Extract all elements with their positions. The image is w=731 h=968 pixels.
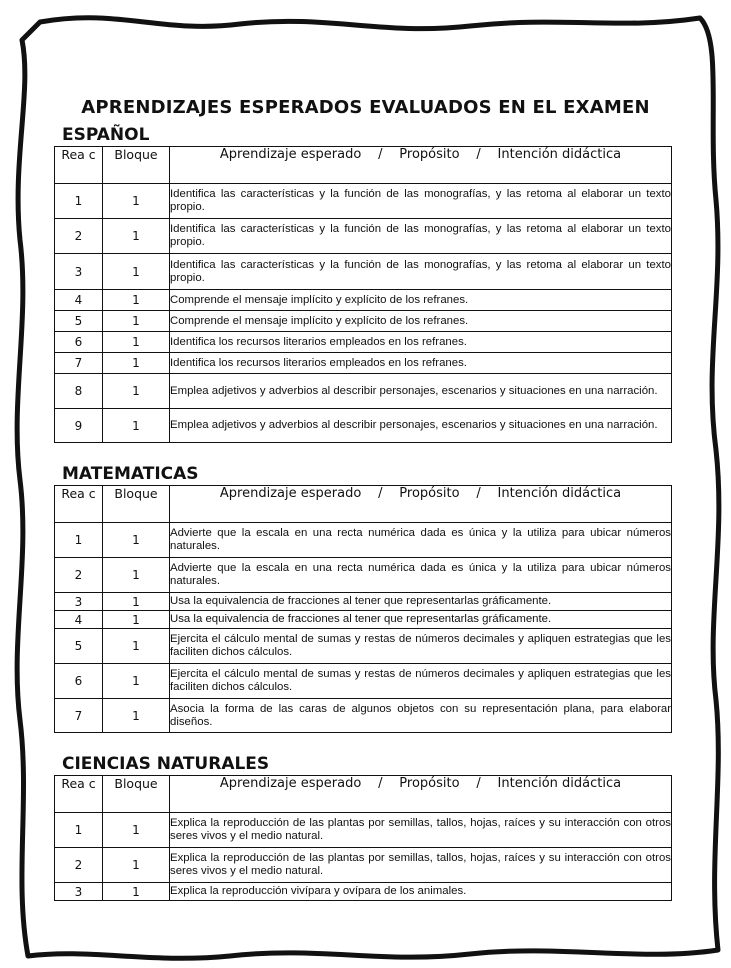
row-bloque: 1 xyxy=(103,558,170,593)
row-bloque: 1 xyxy=(103,353,170,374)
row-bloque: 1 xyxy=(103,664,170,699)
table-header-row xyxy=(55,776,672,813)
header-reac: Rea c xyxy=(55,776,103,813)
row-reac: 3 xyxy=(55,254,103,290)
row-description: Ejercita el cálculo mental de sumas y restas de números decimales y apliquen estrategias que les faciliten dichos cálculos. xyxy=(170,629,672,664)
row-bloque: 1 xyxy=(103,848,170,883)
table-row xyxy=(55,290,672,311)
row-description: Identifica las características y la función de las monografías, y las retoma al elaborar un texto propio. xyxy=(170,184,672,219)
row-description: Emplea adjetivos y adverbios al describir personajes, escenarios y situaciones en una narración. xyxy=(170,409,672,443)
row-reac: 1 xyxy=(55,184,103,219)
table-row xyxy=(55,332,672,353)
row-bloque: 1 xyxy=(103,219,170,254)
table-row xyxy=(55,699,672,733)
row-reac: 2 xyxy=(55,558,103,593)
table-espanol xyxy=(54,146,672,443)
row-bloque: 1 xyxy=(103,611,170,629)
header-intencion: Intención didáctica xyxy=(497,147,622,162)
header-intencion: Intención didáctica xyxy=(497,776,622,791)
row-reac: 2 xyxy=(55,219,103,254)
table-row xyxy=(55,311,672,332)
row-reac: 9 xyxy=(55,409,103,443)
row-bloque: 1 xyxy=(103,699,170,733)
table-row xyxy=(55,254,672,290)
row-reac: 5 xyxy=(55,629,103,664)
row-description: Explica la reproducción vivípara y ovípara de los animales. xyxy=(170,883,672,901)
row-reac: 8 xyxy=(55,374,103,409)
header-reac: Rea c xyxy=(55,486,103,523)
header-bloque: Bloque xyxy=(103,486,170,523)
row-description: Ejercita el cálculo mental de sumas y restas de números decimales y apliquen estrategias que les faciliten dichos cálculos. xyxy=(170,664,672,699)
row-bloque: 1 xyxy=(103,593,170,611)
table-row xyxy=(55,353,672,374)
row-reac: 3 xyxy=(55,883,103,901)
header-bloque: Bloque xyxy=(103,776,170,813)
row-bloque: 1 xyxy=(103,332,170,353)
table-row xyxy=(55,664,672,699)
table-row xyxy=(55,184,672,219)
row-bloque: 1 xyxy=(103,254,170,290)
row-reac: 7 xyxy=(55,699,103,733)
header-bloque: Bloque xyxy=(103,147,170,184)
row-bloque: 1 xyxy=(103,629,170,664)
table-row xyxy=(55,523,672,558)
table-header-row xyxy=(55,486,672,523)
section-title-ciencias-naturales: CIENCIAS NATURALES xyxy=(62,754,270,774)
row-bloque: 1 xyxy=(103,523,170,558)
header-aprendizaje: Aprendizaje esperado xyxy=(219,776,362,791)
table-row xyxy=(55,629,672,664)
row-reac: 4 xyxy=(55,611,103,629)
table-row xyxy=(55,883,672,901)
header-separator: / xyxy=(378,486,383,501)
row-bloque: 1 xyxy=(103,290,170,311)
header-aprendizaje: Aprendizaje esperado xyxy=(219,147,362,162)
row-reac: 5 xyxy=(55,311,103,332)
header-intencion: Intención didáctica xyxy=(497,486,622,501)
row-description: Usa la equivalencia de fracciones al tener que representarlas gráficamente. xyxy=(170,593,672,611)
row-reac: 1 xyxy=(55,523,103,558)
row-description: Identifica los recursos literarios empleados en los refranes. xyxy=(170,332,672,353)
header-separator: / xyxy=(476,776,481,791)
header-reac: Rea c xyxy=(55,147,103,184)
row-reac: 4 xyxy=(55,290,103,311)
row-description: Comprende el mensaje implícito y explícito de los refranes. xyxy=(170,311,672,332)
table-row xyxy=(55,611,672,629)
row-reac: 7 xyxy=(55,353,103,374)
table-header-row xyxy=(55,147,672,184)
header-separator: / xyxy=(476,486,481,501)
row-description: Identifica las características y la función de las monografías, y las retoma al elaborar un texto propio. xyxy=(170,219,672,254)
row-description: Identifica las características y la función de las monografías, y las retoma al elaborar un texto propio. xyxy=(170,254,672,290)
row-reac: 6 xyxy=(55,332,103,353)
header-purpose xyxy=(170,776,672,813)
table-ciencias-naturales xyxy=(54,775,672,901)
header-separator: / xyxy=(378,776,383,791)
table-matematicas xyxy=(54,485,672,733)
header-proposito: Propósito xyxy=(399,486,460,501)
table-row xyxy=(55,409,672,443)
row-bloque: 1 xyxy=(103,813,170,848)
row-description: Asocia la forma de las caras de algunos objetos con su representación plana, para elaborar diseños. xyxy=(170,699,672,733)
row-description: Advierte que la escala en una recta numérica dada es única y la utiliza para ubicar números naturales. xyxy=(170,558,672,593)
row-description: Comprende el mensaje implícito y explícito de los refranes. xyxy=(170,290,672,311)
section-title-matematicas: MATEMATICAS xyxy=(62,464,199,484)
header-aprendizaje: Aprendizaje esperado xyxy=(219,486,362,501)
row-description: Explica la reproducción de las plantas por semillas, tallos, hojas, raíces y su interacción con otros seres vivos y el medio natural. xyxy=(170,848,672,883)
table-row xyxy=(55,593,672,611)
row-bloque: 1 xyxy=(103,883,170,901)
row-description: Advierte que la escala en una recta numérica dada es única y la utiliza para ubicar números naturales. xyxy=(170,523,672,558)
header-purpose xyxy=(170,147,672,184)
row-description: Emplea adjetivos y adverbios al describir personajes, escenarios y situaciones en una narración. xyxy=(170,374,672,409)
row-bloque: 1 xyxy=(103,184,170,219)
table-row xyxy=(55,558,672,593)
row-reac: 2 xyxy=(55,848,103,883)
header-purpose xyxy=(170,486,672,523)
header-proposito: Propósito xyxy=(399,776,460,791)
header-proposito: Propósito xyxy=(399,147,460,162)
table-row xyxy=(55,219,672,254)
row-bloque: 1 xyxy=(103,374,170,409)
document-title: APRENDIZAJES ESPERADOS EVALUADOS EN EL EXAMEN xyxy=(81,97,650,118)
header-separator: / xyxy=(476,147,481,162)
row-reac: 1 xyxy=(55,813,103,848)
row-reac: 3 xyxy=(55,593,103,611)
table-row xyxy=(55,848,672,883)
row-description: Identifica los recursos literarios empleados en los refranes. xyxy=(170,353,672,374)
table-row xyxy=(55,374,672,409)
row-description: Usa la equivalencia de fracciones al tener que representarlas gráficamente. xyxy=(170,611,672,629)
row-reac: 6 xyxy=(55,664,103,699)
row-description: Explica la reproducción de las plantas por semillas, tallos, hojas, raíces y su interacción con otros seres vivos y el medio natural. xyxy=(170,813,672,848)
row-bloque: 1 xyxy=(103,311,170,332)
table-row xyxy=(55,813,672,848)
section-title-espanol: ESPAÑOL xyxy=(62,125,150,145)
row-bloque: 1 xyxy=(103,409,170,443)
header-separator: / xyxy=(378,147,383,162)
